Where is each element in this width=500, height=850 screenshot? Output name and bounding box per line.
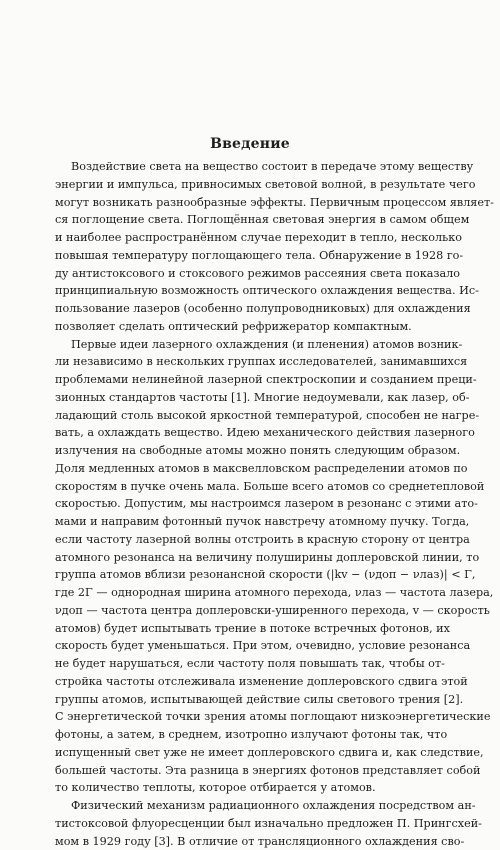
text-line: фотоны, а затем, в среднем, изотропно излучают фотоны так, что [55,726,444,744]
text-line: скоростям в пучке очень мала. Больше всего атомов со среднетепловой [55,478,444,496]
text-line: ду антистоксового и стоксового режимов рассеяния света показало [55,265,444,283]
text-line: зионных стандартов частоты [1]. Многие недоумевали, как лазер, об- [55,389,444,407]
paragraph [55,797,444,850]
text-line: группа атомов вблизи резонансной скорости (|kv − (νдоп − νлаз)| < Γ, [55,566,444,584]
paragraph [55,158,444,336]
text-line: не будет нарушаться, если частоту поля повышать так, чтобы от- [55,655,444,673]
text-line: Первые идеи лазерного охлаждения (и пленения) атомов возник- [55,336,444,354]
text-line: где 2Γ — однородная ширина атомного перехода, νлаз — частота лазера, [55,584,444,602]
text-line: атомного резонанса на величину полуширины доплеровской линии, то [55,549,444,567]
text-line: вать, а охлаждать вещество. Идею механического действия лазерного [55,424,444,442]
text-line: принципиальную возможность оптического охлаждения вещества. Ис- [55,282,444,300]
paragraph [55,336,444,798]
text-line: энергии и импульса, привносимых световой волной, в результате чего [55,176,444,194]
text-line: могут возникать разнообразные эффекты. Первичным процессом являет- [55,194,444,212]
text-line: и наиболее распространённом случае переходит в тепло, несколько [55,229,444,247]
text-line: мом в 1929 году [3]. В отличие от трансляционного охлаждения сво- [55,833,444,850]
text-line: группы атомов, испытывающей действие силы светового трения [2]. [55,691,444,709]
text-line: атомов) будет испытывать трение в потоке встречных фотонов, их [55,620,444,638]
text-line: тистоксовой флуоресценции был изначально предложен П. Прингсхей- [55,815,444,833]
text-line: Физический механизм радиационного охлаждения посредством ан- [55,797,444,815]
text-line: νдоп — частота центра доплеровски-уширенного перехода, v — скорость [55,602,444,620]
text-line: Воздействие света на вещество состоит в передаче этому веществу [55,158,444,176]
text-line: скоростью. Допустим, мы настроимся лазером в резонанс с этими ато- [55,495,444,513]
chapter-title: Введение [0,136,500,152]
text-line: проблемами нелинейной лазерной спектроскопии и созданием преци- [55,371,444,389]
text-line: стройка частоты отслеживала изменение доплеровского сдвига этой [55,673,444,691]
text-line: позволяет сделать оптический рефрижератор компактным. [55,318,444,336]
text-line: то количество теплоты, которое отбирается у атомов. [55,779,444,797]
text-line: большей частоты. Эта разница в энергиях фотонов представляет собой [55,762,444,780]
body-text [55,158,444,850]
text-line: испущенный свет уже не имеет доплеровского сдвига и, как следствие, [55,744,444,762]
text-line: повышая температуру поглощающего тела. Обнаружение в 1928 го- [55,247,444,265]
text-line: ся поглощение света. Поглощённая световая энергия в самом общем [55,211,444,229]
text-line: излучения на свободные атомы можно понять следующим образом. [55,442,444,460]
text-line: скорость будет уменьшаться. При этом, очевидно, условие резонанса [55,637,444,655]
text-line: ли независимо в нескольких группах исследователей, занимавшихся [55,353,444,371]
text-line: мами и направим фотонный пучок навстречу атомному пучку. Тогда, [55,513,444,531]
text-line: Доля медленных атомов в максвелловском распределении атомов по [55,460,444,478]
text-line: ладающий столь высокой яркостной температурой, способен не нагре- [55,407,444,425]
text-line: если частоту лазерной волны отстроить в красную сторону от центра [55,531,444,549]
text-line: пользование лазеров (особенно полупроводниковых) для охлаждения [55,300,444,318]
text-line: С энергетической точки зрения атомы поглощают низкоэнергетические [55,708,444,726]
